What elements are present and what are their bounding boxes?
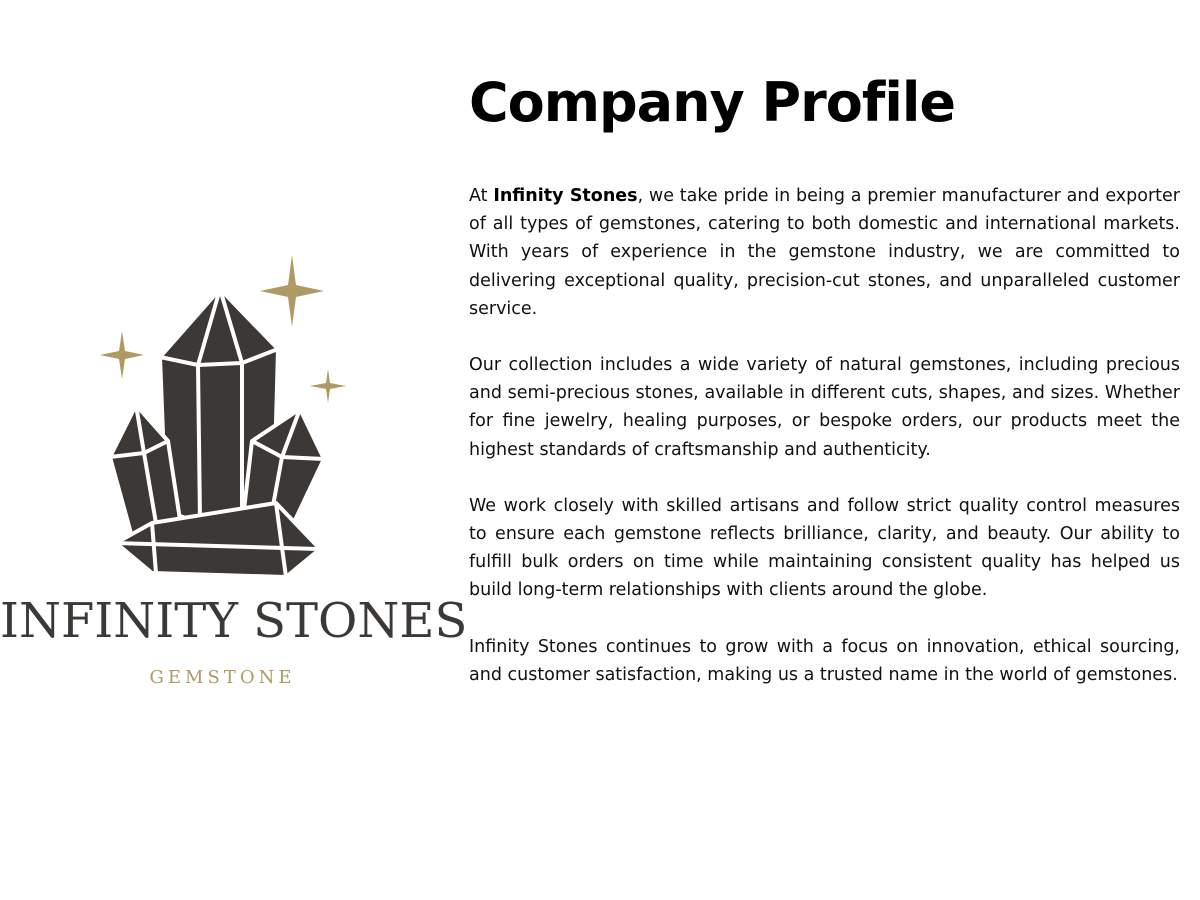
brand-tagline: GEMSTONE — [149, 667, 296, 688]
company-logo — [0, 235, 468, 705]
intro-paragraph — [469, 182, 1180, 323]
intro-prefix: At — [469, 186, 494, 206]
growth-paragraph: Infinity Stones continues to grow with a focus on innovation, ethical sourcing, and customer satisfaction, making us a trusted name in the world of gemstones. — [469, 636, 1180, 685]
page-title: Company Profile — [469, 71, 955, 134]
company-name: Infinity Stones — [493, 186, 638, 206]
quality-paragraph: We work closely with skilled artisans and follow strict quality control measures to ensure each gemstone reflects brilliance, clarity, and beauty. Our ability to fulfill bulk orders on time while maintaining consistent quality has helped us build long-term relationships with clients around the globe. — [469, 495, 1180, 601]
crystal-shapes — [110, 289, 324, 577]
intro-text: , we take pride in being a premier manufacturer and exporter of all types of gemstones, catering to both domestic and international markets. With years of experience in the gemstone industry, we are committed to delivering exceptional quality, precision-cut stones, and unparalleled customer service. — [469, 186, 1180, 319]
collection-paragraph: Our collection includes a wide variety of natural gemstones, including precious and semi-precious stones, available in different cuts, shapes, and sizes. Whether for fine jewelry, healing purposes, or bespoke orders, our products meet the highest standards of craftsmanship and authenticity. — [469, 355, 1180, 460]
crystal-cluster-icon — [92, 245, 352, 580]
brand-name: INFINITY STONES — [0, 593, 468, 649]
company-profile-section — [469, 70, 1180, 717]
